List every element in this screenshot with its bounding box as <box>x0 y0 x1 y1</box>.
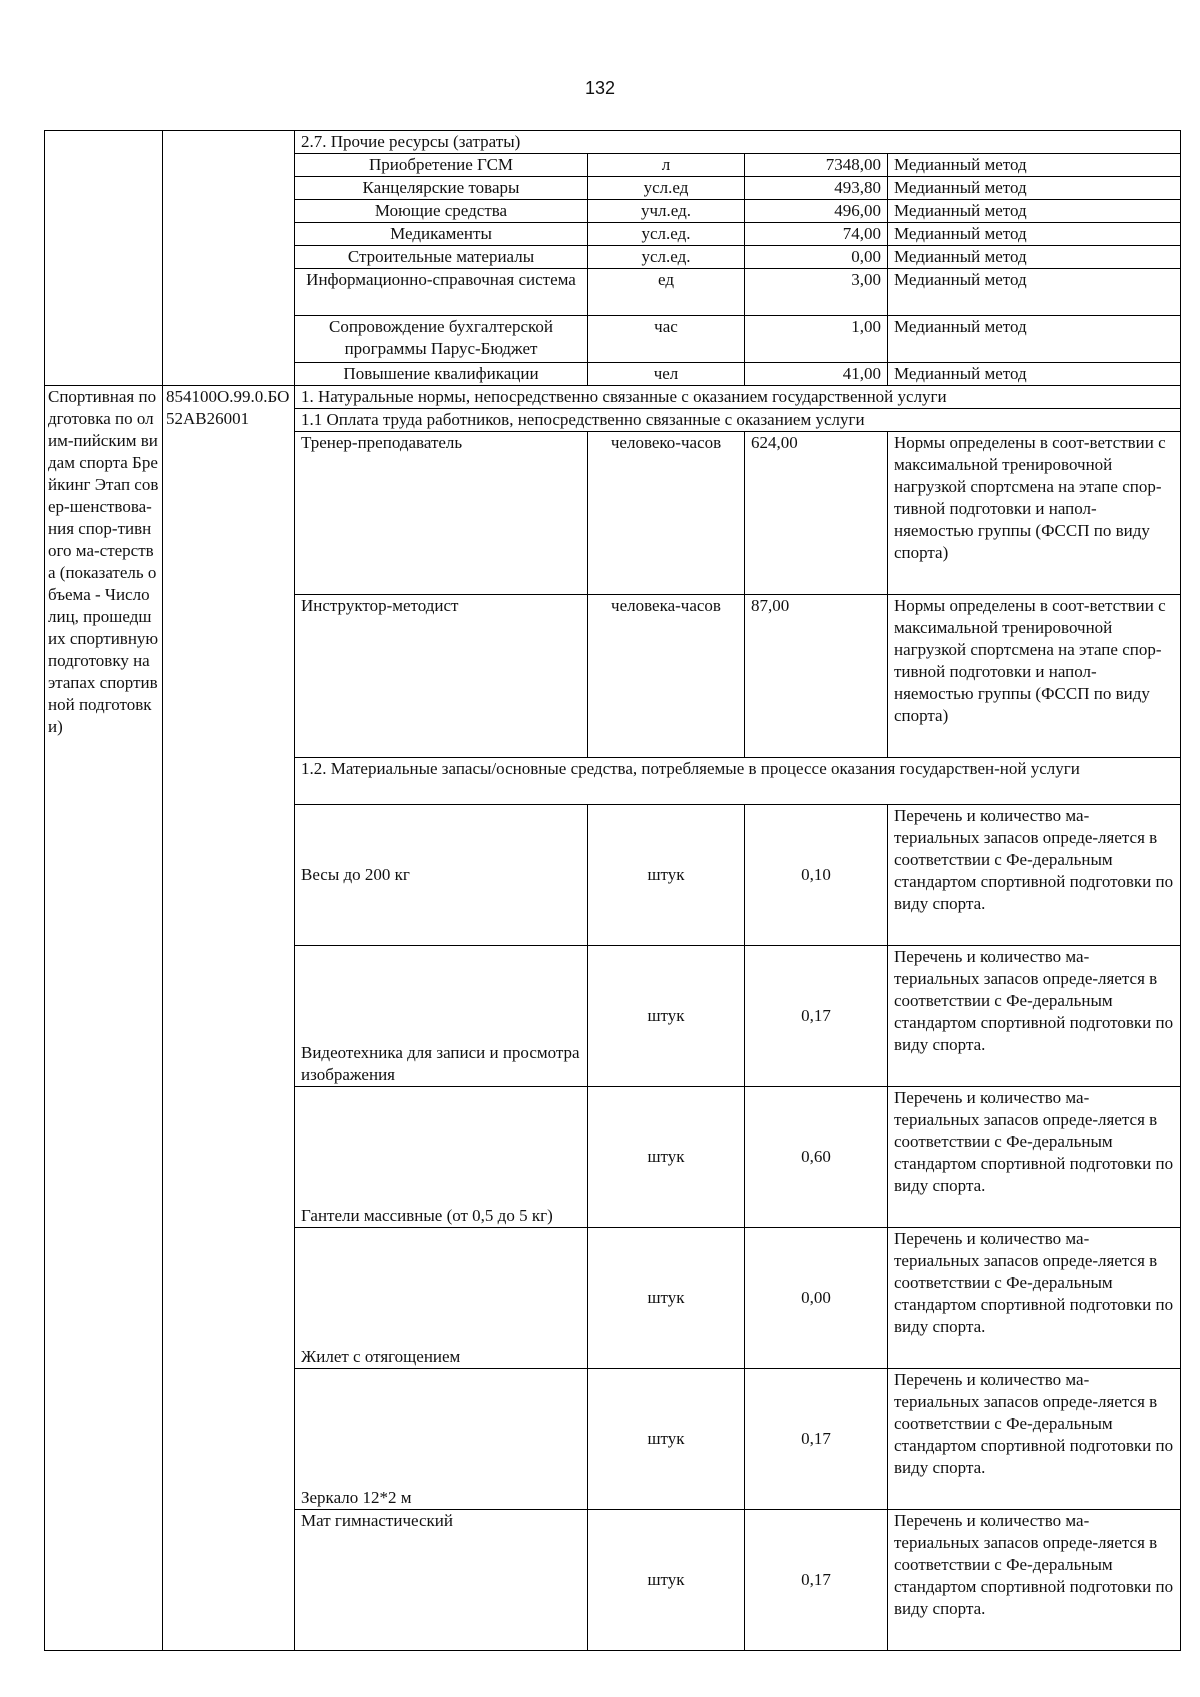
resource-value: 0,00 <box>745 246 888 269</box>
resource-name: Повышение квалификации <box>295 363 588 386</box>
resource-unit: л <box>588 154 745 177</box>
material-unit: штук <box>588 1510 745 1651</box>
material-unit: штук <box>588 805 745 946</box>
norms-table <box>44 130 1181 1651</box>
resource-unit: усл.ед. <box>588 223 745 246</box>
resource-method: Медианный метод <box>888 154 1181 177</box>
resource-method: Медианный метод <box>888 177 1181 200</box>
resource-unit: усл.ед. <box>588 246 745 269</box>
resource-unit: час <box>588 316 745 363</box>
staff-unit: человеко-часов <box>588 432 745 595</box>
material-value: 0,10 <box>745 805 888 946</box>
material-note: Перечень и количество ма-териальных запасов опреде-ляется в соответствии с Фе-деральным стандартом спортивной подготовки по виду спорта. <box>888 805 1181 946</box>
section-title-2-7: 2.7. Прочие ресурсы (затраты) <box>295 131 1181 154</box>
staff-value: 87,00 <box>745 595 888 758</box>
material-note: Перечень и количество ма-териальных запасов опреде-ляется в соответствии с Фе-деральным стандартом спортивной подготовки по виду спорта. <box>888 946 1181 1087</box>
section-title-1-1: 1.1 Оплата труда работников, непосредственно связанные с оказанием услуги <box>295 409 1181 432</box>
resource-method: Медианный метод <box>888 246 1181 269</box>
material-name: Зеркало 12*2 м <box>295 1369 588 1510</box>
resource-value: 493,80 <box>745 177 888 200</box>
resource-method: Медианный метод <box>888 223 1181 246</box>
material-unit: штук <box>588 1228 745 1369</box>
material-value: 0,17 <box>745 946 888 1087</box>
staff-name: Тренер-преподаватель <box>295 432 588 595</box>
resource-name: Канцелярские товары <box>295 177 588 200</box>
resource-value: 496,00 <box>745 200 888 223</box>
material-unit: штук <box>588 946 745 1087</box>
resource-method: Медианный метод <box>888 316 1181 363</box>
staff-value: 624,00 <box>745 432 888 595</box>
prev-service-name-cell <box>45 131 163 386</box>
resource-value: 41,00 <box>745 363 888 386</box>
material-value: 0,17 <box>745 1369 888 1510</box>
service-name: Спортивная подготовка по олим-пийским видам спорта Брейкинг Этап совер-шенствова-ния спор-тивного ма-стерства (показатель объема - Число лиц, прошедших спортивную подготовку на этапах спортивной подготовки) <box>45 386 163 1651</box>
staff-note: Нормы определены в соот-ветствии с максимальной тренировочной нагрузкой спортсмена на этапе спор-тивной подготовки и напол-няемостью группы (ФССП по виду спорта) <box>888 595 1181 758</box>
material-value: 0,17 <box>745 1510 888 1651</box>
resource-value: 74,00 <box>745 223 888 246</box>
resource-method: Медианный метод <box>888 200 1181 223</box>
staff-unit: человека-часов <box>588 595 745 758</box>
resource-name: Медикаменты <box>295 223 588 246</box>
section-title-1: 1. Натуральные нормы, непосредственно связанные с оказанием государственной услуги <box>295 386 1181 409</box>
material-value: 0,00 <box>745 1228 888 1369</box>
resource-name: Приобретение ГСМ <box>295 154 588 177</box>
material-note: Перечень и количество ма-териальных запасов опреде-ляется в соответствии с Фе-деральным стандартом спортивной подготовки по виду спорта. <box>888 1087 1181 1228</box>
resource-name: Строительные материалы <box>295 246 588 269</box>
staff-name: Инструктор-методист <box>295 595 588 758</box>
material-name: Жилет с отягощением <box>295 1228 588 1369</box>
resource-unit: ед <box>588 269 745 316</box>
resource-value: 7348,00 <box>745 154 888 177</box>
material-note: Перечень и количество ма-териальных запасов опреде-ляется в соответствии с Фе-деральным стандартом спортивной подготовки по виду спорта. <box>888 1369 1181 1510</box>
material-name: Мат гимнастический <box>295 1510 588 1651</box>
material-value: 0,60 <box>745 1087 888 1228</box>
material-name: Гантели массивные (от 0,5 до 5 кг) <box>295 1087 588 1228</box>
material-note: Перечень и количество ма-териальных запасов опреде-ляется в соответствии с Фе-деральным стандартом спортивной подготовки по виду спорта. <box>888 1510 1181 1651</box>
material-name: Весы до 200 кг <box>295 805 588 946</box>
resource-method: Медианный метод <box>888 269 1181 316</box>
resource-unit: чел <box>588 363 745 386</box>
material-unit: штук <box>588 1087 745 1228</box>
section-row-1 <box>45 386 1181 409</box>
resource-value: 3,00 <box>745 269 888 316</box>
material-note: Перечень и количество ма-териальных запасов опреде-ляется в соответствии с Фе-деральным стандартом спортивной подготовки по виду спорта. <box>888 1228 1181 1369</box>
resource-name: Моющие средства <box>295 200 588 223</box>
resource-name: Информационно-справочная система <box>295 269 588 316</box>
resource-value: 1,00 <box>745 316 888 363</box>
resource-name: Сопровождение бухгалтерской программы Парус-Бюджет <box>295 316 588 363</box>
prev-service-code-cell <box>163 131 295 386</box>
resource-method: Медианный метод <box>888 363 1181 386</box>
material-name: Видеотехника для записи и просмотра изображения <box>295 946 588 1087</box>
page-number: 132 <box>584 78 616 98</box>
resource-unit: усл.ед <box>588 177 745 200</box>
resource-unit: учл.ед. <box>588 200 745 223</box>
section-title-1-2: 1.2. Материальные запасы/основные средства, потребляемые в процессе оказания государствен-ной услуги <box>295 758 1181 805</box>
material-unit: штук <box>588 1369 745 1510</box>
section-row-2-7 <box>45 131 1181 154</box>
service-code: 854100О.99.0.БО52АВ26001 <box>163 386 295 1651</box>
staff-note: Нормы определены в соот-ветствии с максимальной тренировочной нагрузкой спортсмена на этапе спор-тивной подготовки и напол-няемостью группы (ФССП по виду спорта) <box>888 432 1181 595</box>
